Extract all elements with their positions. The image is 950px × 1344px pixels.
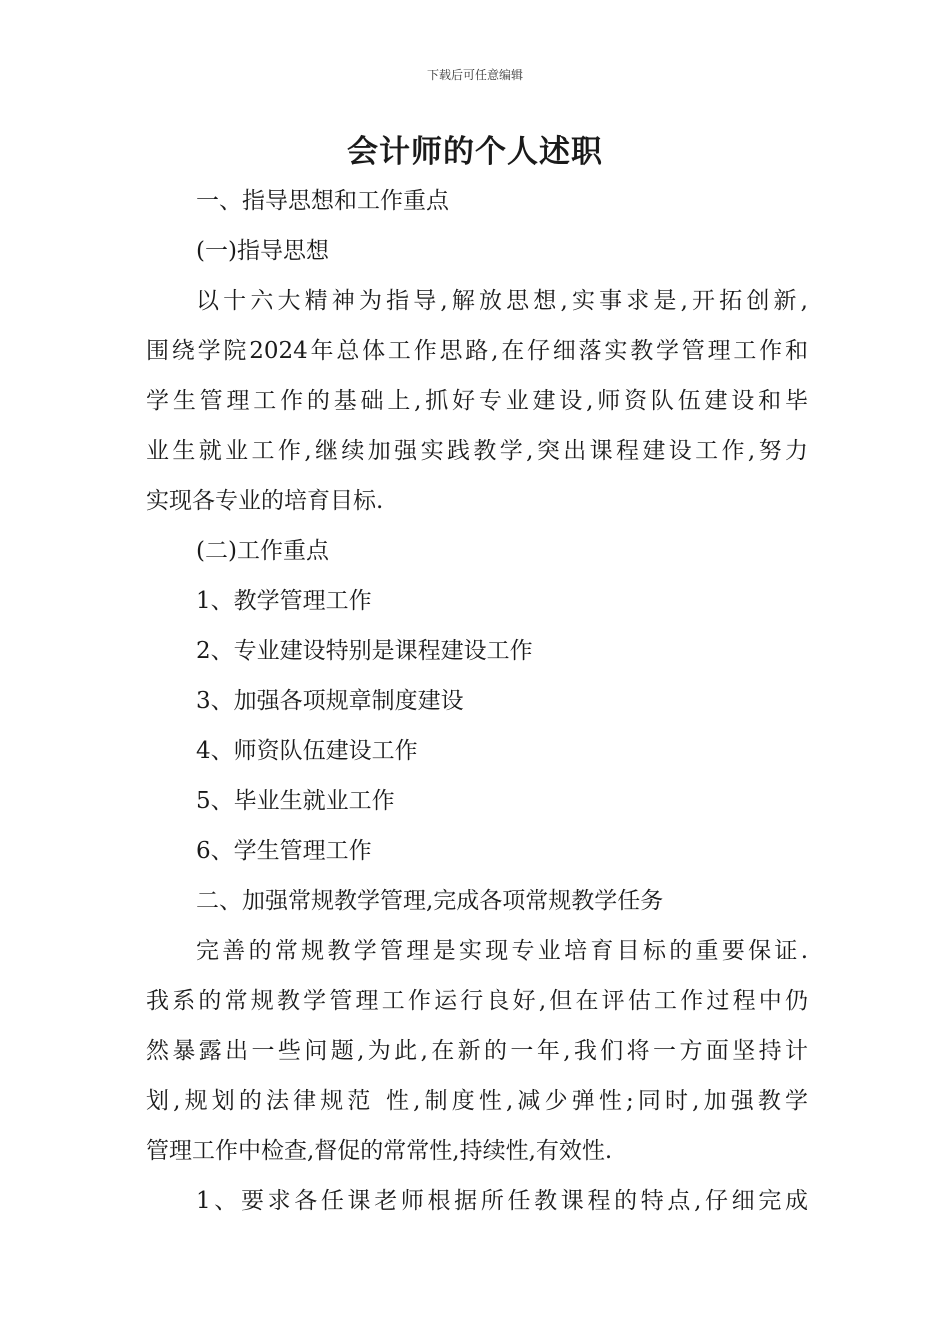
section-heading-1: 一、指导思想和工作重点 [196,188,449,214]
paragraph-line: 管理工作中检查,督促的常常性,持续性,有效性. [146,1138,613,1164]
subsection-heading-1: (一)指导思想 [196,238,329,264]
list-item: 6、学生管理工作 [196,838,372,864]
paragraph-line: 我系的常规教学管理工作运行良好,但在评估工作过程中仍 [146,988,808,1014]
section-heading-2: 二、加强常规教学管理,完成各项常规教学任务 [196,888,664,914]
page-header-note: 下载后可任意编辑 [426,68,523,82]
document-body [146,176,808,1226]
subsection-heading-2: (二)工作重点 [196,538,329,564]
paragraph-line: 围绕学院2024年总体工作思路,在仔细落实教学管理工作和 [146,338,808,364]
paragraph-line: 学生管理工作的基础上,抓好专业建设,师资队伍建设和毕 [146,388,808,414]
paragraph-line: 以十六大精神为指导,解放思想,实事求是,开拓创新, [196,288,808,314]
paragraph-line: 1、要求各任课老师根据所任教课程的特点,仔细完成 [196,1188,808,1214]
list-item: 1、教学管理工作 [196,588,372,614]
list-item: 5、毕业生就业工作 [196,788,395,814]
paragraph-line: 业生就业工作,继续加强实践教学,突出课程建设工作,努力 [146,438,808,464]
list-item: 3、加强各项规章制度建设 [196,688,464,714]
paragraph-line: 然暴露出一些问题,为此,在新的一年,我们将一方面坚持计 [146,1038,808,1064]
paragraph-line: 完善的常规教学管理是实现专业培育目标的重要保证. [196,938,808,964]
paragraph-line: 实现各专业的培育目标. [146,488,384,514]
paragraph-line: 划,规划的法律规范 性,制度性,减少弹性;同时,加强教学 [146,1088,808,1114]
list-item: 4、师资队伍建设工作 [196,738,418,764]
list-item: 2、专业建设特别是课程建设工作 [196,638,533,664]
document-title: 会计师的个人述职 [347,134,603,170]
